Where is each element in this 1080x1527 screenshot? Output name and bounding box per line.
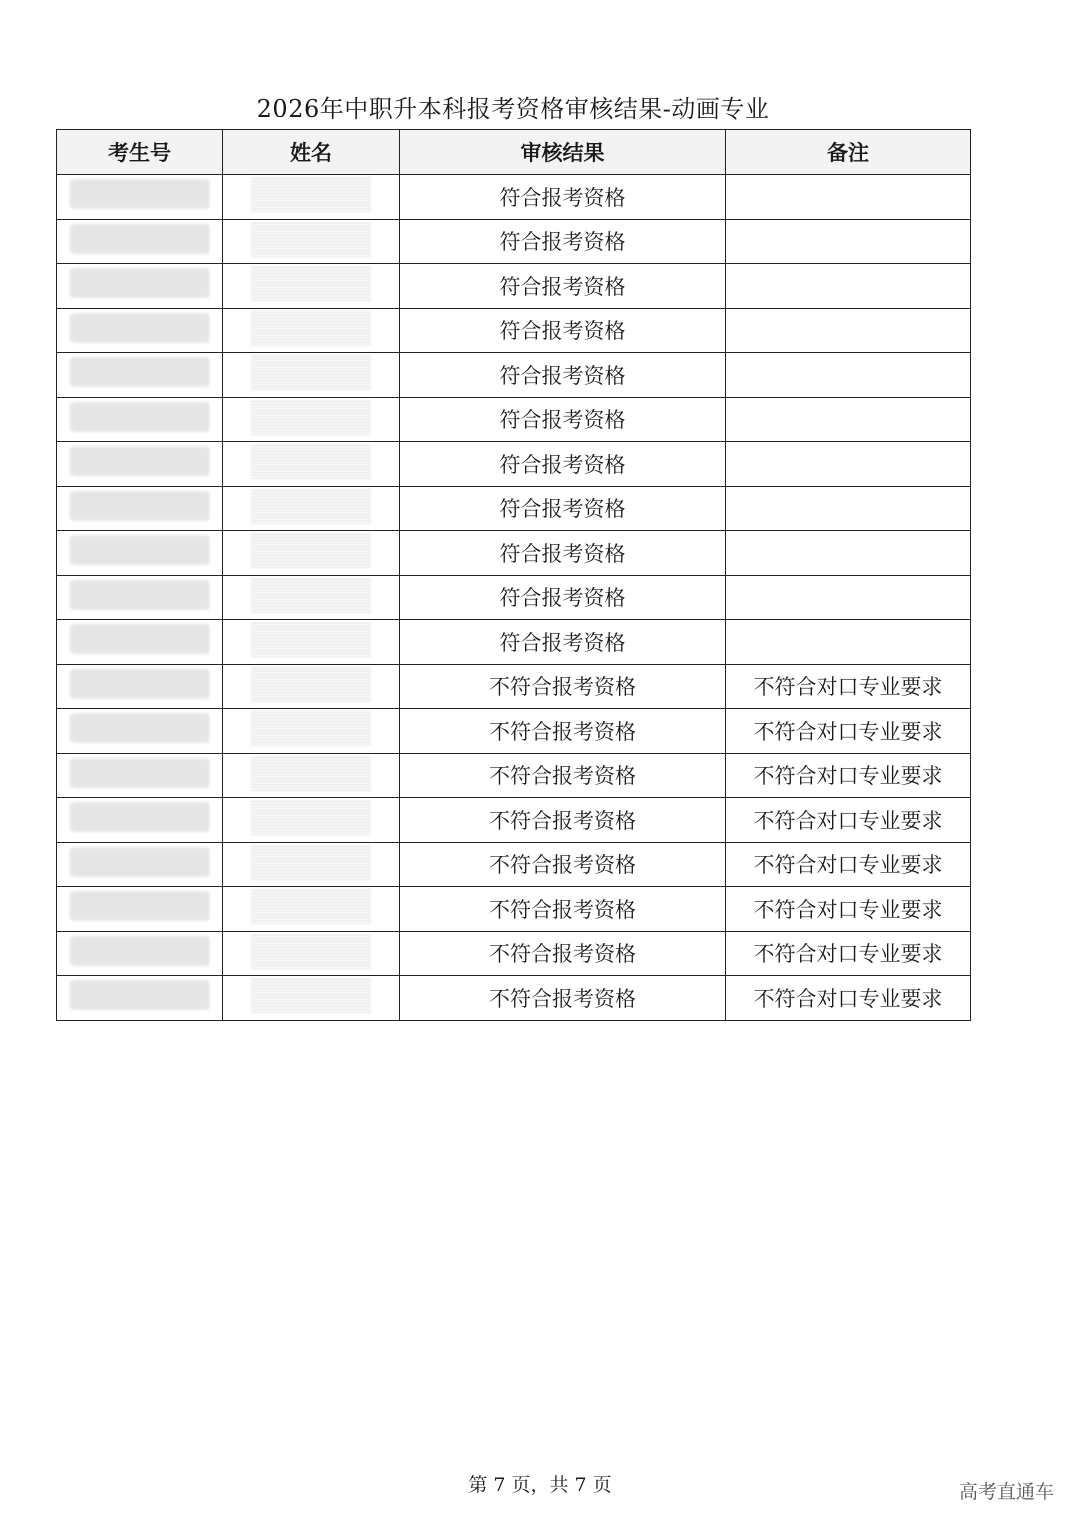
remark-cell <box>726 442 971 487</box>
remark-cell: 不符合对口专业要求 <box>726 664 971 709</box>
table-row <box>57 264 971 309</box>
redacted-exam-id <box>70 268 210 298</box>
result-cell: 符合报考资格 <box>400 264 726 309</box>
name-cell <box>223 175 400 220</box>
exam-id-cell <box>57 175 223 220</box>
exam-id-cell <box>57 887 223 932</box>
redacted-name <box>251 933 371 969</box>
redacted-exam-id <box>70 491 210 521</box>
remark-cell <box>726 308 971 353</box>
exam-id-cell <box>57 842 223 887</box>
exam-id-cell <box>57 931 223 976</box>
column-header-result: 审核结果 <box>400 130 726 175</box>
table-row <box>57 887 971 932</box>
redacted-name <box>251 488 371 524</box>
remark-cell: 不符合对口专业要求 <box>726 753 971 798</box>
table-row <box>57 531 971 576</box>
table-row <box>57 842 971 887</box>
exam-id-cell <box>57 709 223 754</box>
table-row <box>57 664 971 709</box>
exam-id-cell <box>57 219 223 264</box>
redacted-name <box>251 265 371 301</box>
exam-id-cell <box>57 575 223 620</box>
exam-id-cell <box>57 353 223 398</box>
name-cell <box>223 753 400 798</box>
remark-cell: 不符合对口专业要求 <box>726 709 971 754</box>
table-row <box>57 709 971 754</box>
redacted-name <box>251 354 371 390</box>
table-row <box>57 397 971 442</box>
redacted-exam-id <box>70 713 210 743</box>
name-cell <box>223 486 400 531</box>
name-cell <box>223 887 400 932</box>
document-title: 2026年中职升本科报考资格审核结果-动画专业 <box>256 95 770 123</box>
remark-cell: 不符合对口专业要求 <box>726 931 971 976</box>
redacted-name <box>251 666 371 702</box>
redacted-name <box>251 532 371 568</box>
redacted-exam-id <box>70 802 210 832</box>
result-cell: 符合报考资格 <box>400 575 726 620</box>
table-body <box>57 175 971 1021</box>
table-row <box>57 798 971 843</box>
exam-id-cell <box>57 976 223 1021</box>
name-cell <box>223 575 400 620</box>
table-row <box>57 931 971 976</box>
remark-cell <box>726 531 971 576</box>
redacted-exam-id <box>70 624 210 654</box>
table-row <box>57 175 971 220</box>
result-cell: 符合报考资格 <box>400 531 726 576</box>
result-cell: 不符合报考资格 <box>400 664 726 709</box>
redacted-name <box>251 577 371 613</box>
redacted-exam-id <box>70 402 210 432</box>
exam-id-cell <box>57 442 223 487</box>
result-cell: 不符合报考资格 <box>400 709 726 754</box>
remark-cell <box>726 575 971 620</box>
result-cell: 不符合报考资格 <box>400 976 726 1021</box>
redacted-exam-id <box>70 847 210 877</box>
remark-cell <box>726 353 971 398</box>
result-cell: 不符合报考资格 <box>400 842 726 887</box>
exam-id-cell <box>57 664 223 709</box>
exam-id-cell <box>57 264 223 309</box>
name-cell <box>223 531 400 576</box>
result-cell: 符合报考资格 <box>400 397 726 442</box>
table-row <box>57 753 971 798</box>
redacted-name <box>251 755 371 791</box>
result-cell: 符合报考资格 <box>400 308 726 353</box>
table-row <box>57 486 971 531</box>
table-row <box>57 442 971 487</box>
table-row <box>57 976 971 1021</box>
page-number: 第 7 页，共 7 页 <box>468 1474 612 1496</box>
result-cell: 符合报考资格 <box>400 442 726 487</box>
redacted-exam-id <box>70 980 210 1010</box>
remark-cell <box>726 620 971 665</box>
redacted-name <box>251 799 371 835</box>
redacted-exam-id <box>70 535 210 565</box>
redacted-exam-id <box>70 179 210 209</box>
name-cell <box>223 976 400 1021</box>
remark-cell: 不符合对口专业要求 <box>726 887 971 932</box>
redacted-name <box>251 621 371 657</box>
remark-cell <box>726 219 971 264</box>
exam-id-cell <box>57 308 223 353</box>
redacted-exam-id <box>70 446 210 476</box>
table-row <box>57 219 971 264</box>
redacted-name <box>251 310 371 346</box>
result-cell: 符合报考资格 <box>400 620 726 665</box>
remark-cell <box>726 486 971 531</box>
result-cell: 不符合报考资格 <box>400 753 726 798</box>
result-cell: 不符合报考资格 <box>400 798 726 843</box>
redacted-exam-id <box>70 313 210 343</box>
name-cell <box>223 308 400 353</box>
exam-id-cell <box>57 798 223 843</box>
result-cell: 不符合报考资格 <box>400 931 726 976</box>
exam-id-cell <box>57 397 223 442</box>
column-header-remark: 备注 <box>726 130 971 175</box>
redacted-name <box>251 844 371 880</box>
redacted-name <box>251 399 371 435</box>
name-cell <box>223 931 400 976</box>
table-row <box>57 353 971 398</box>
remark-cell: 不符合对口专业要求 <box>726 798 971 843</box>
name-cell <box>223 709 400 754</box>
remark-cell <box>726 397 971 442</box>
redacted-name <box>251 888 371 924</box>
redacted-name <box>251 443 371 479</box>
redacted-exam-id <box>70 758 210 788</box>
result-cell: 符合报考资格 <box>400 353 726 398</box>
redacted-name <box>251 176 371 212</box>
name-cell <box>223 842 400 887</box>
exam-id-cell <box>57 486 223 531</box>
result-cell: 符合报考资格 <box>400 175 726 220</box>
table-row <box>57 308 971 353</box>
redacted-exam-id <box>70 357 210 387</box>
redacted-name <box>251 977 371 1013</box>
name-cell <box>223 264 400 309</box>
table-row <box>57 575 971 620</box>
remark-cell: 不符合对口专业要求 <box>726 842 971 887</box>
name-cell <box>223 353 400 398</box>
exam-id-cell <box>57 620 223 665</box>
watermark-text: 高考直通车 <box>958 1481 1054 1503</box>
result-table <box>56 129 971 1021</box>
column-header-name: 姓名 <box>223 130 400 175</box>
result-cell: 符合报考资格 <box>400 219 726 264</box>
redacted-exam-id <box>70 891 210 921</box>
name-cell <box>223 219 400 264</box>
table-row <box>57 620 971 665</box>
name-cell <box>223 620 400 665</box>
redacted-exam-id <box>70 580 210 610</box>
table-header-row <box>57 130 971 175</box>
redacted-name <box>251 221 371 257</box>
exam-id-cell <box>57 531 223 576</box>
column-header-exam-id: 考生号 <box>57 130 223 175</box>
name-cell <box>223 664 400 709</box>
remark-cell: 不符合对口专业要求 <box>726 976 971 1021</box>
name-cell <box>223 397 400 442</box>
name-cell <box>223 798 400 843</box>
redacted-exam-id <box>70 224 210 254</box>
redacted-exam-id <box>70 669 210 699</box>
remark-cell <box>726 264 971 309</box>
redacted-exam-id <box>70 936 210 966</box>
result-cell: 不符合报考资格 <box>400 887 726 932</box>
redacted-name <box>251 710 371 746</box>
result-cell: 符合报考资格 <box>400 486 726 531</box>
remark-cell <box>726 175 971 220</box>
name-cell <box>223 442 400 487</box>
exam-id-cell <box>57 753 223 798</box>
